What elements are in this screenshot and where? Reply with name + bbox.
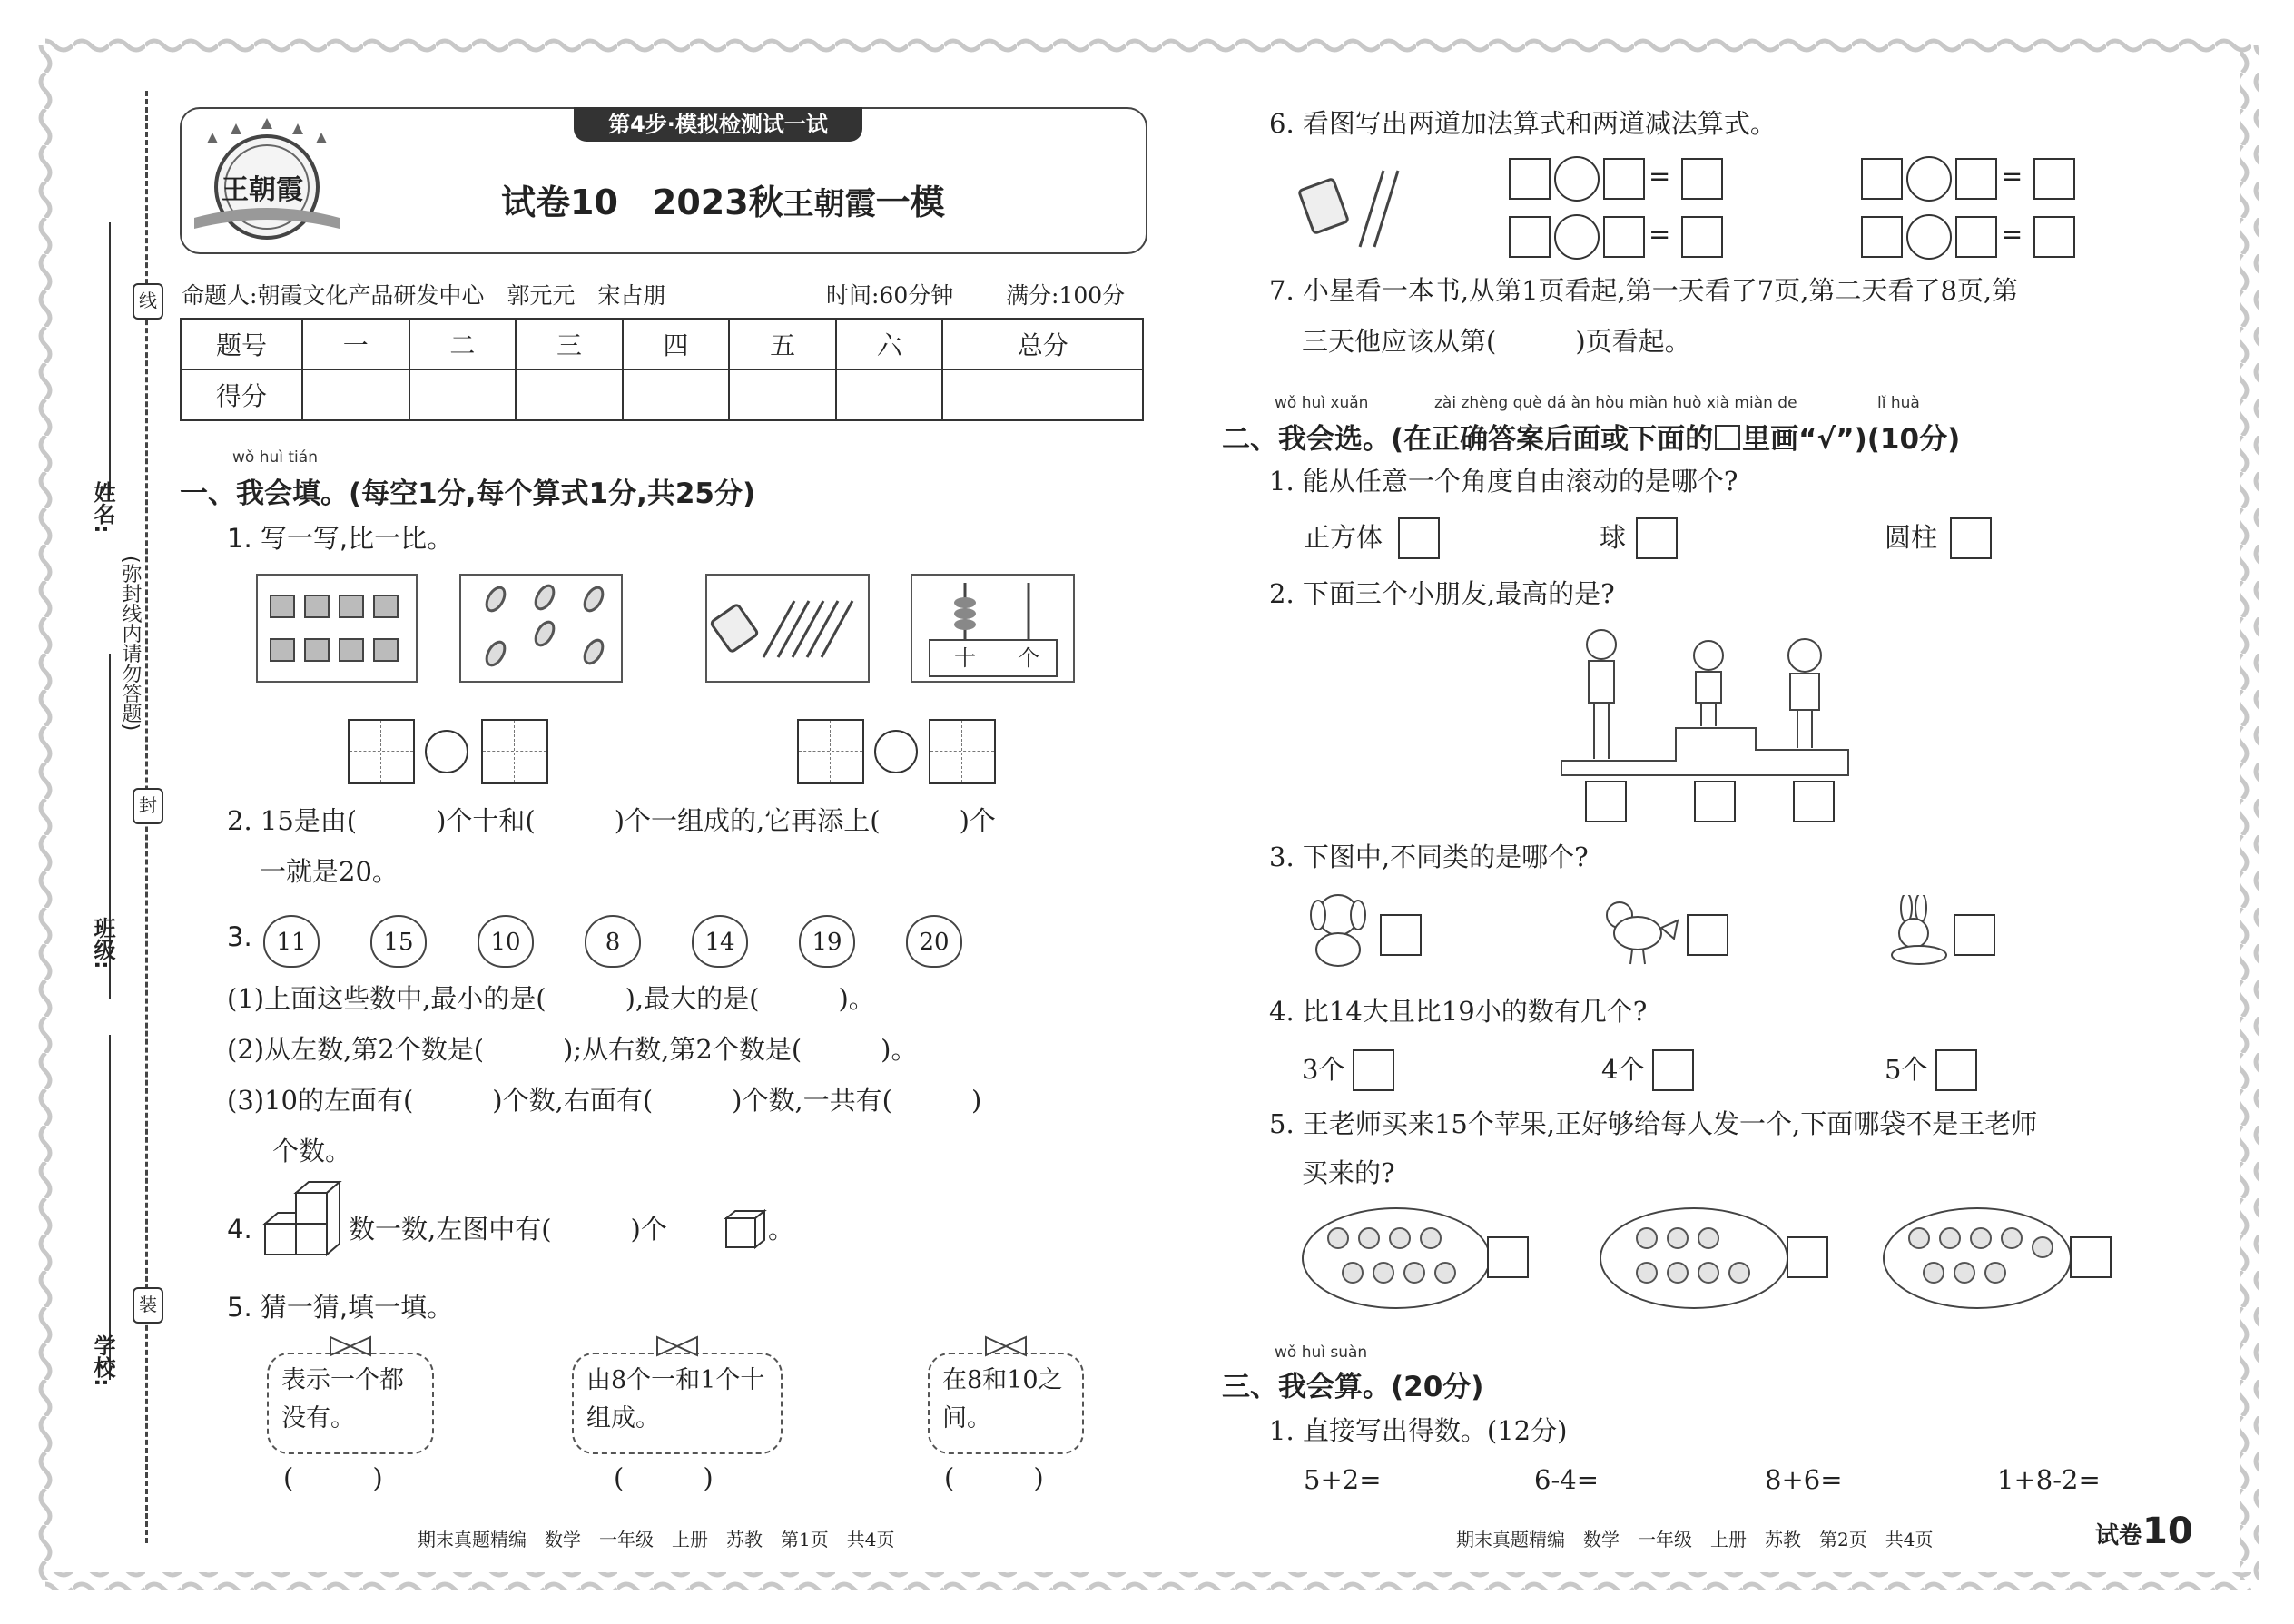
equation-box[interactable] (1681, 216, 1723, 258)
step-banner: 第4步·模拟检测试一试 (574, 107, 862, 142)
footer-left: 期末真题精编 数学 一年级 上册 苏教 第1页 共4页 (418, 1529, 895, 1550)
s2-q1-check-box[interactable] (1950, 517, 1992, 559)
score-row-label: 得分 (181, 369, 302, 420)
s2-q4-opt-3: 3个 (1302, 1054, 1345, 1085)
apple-number: 10 (478, 915, 534, 968)
score-header-cell: 一 (302, 319, 409, 369)
carrots-picture (459, 574, 623, 683)
score-header-cell: 题号 (181, 319, 302, 369)
s2-q5-check-box[interactable] (1787, 1236, 1828, 1278)
single-cube-icon (723, 1207, 768, 1253)
bow-icon (323, 1334, 378, 1358)
section2-title-a: 二、我会选。(在正确答案后面或下面的 (1222, 423, 1714, 456)
score-header-cell: 六 (836, 319, 943, 369)
rabbit-icon (1879, 895, 1955, 968)
equation-box[interactable] (1509, 158, 1551, 200)
calc-3[interactable]: 8+6= (1765, 1464, 1843, 1495)
q7-line1: 7. 小星看一本书,从第1页看起,第一天看了7页,第二天看了8页,第 (1269, 275, 2019, 306)
s2-q1-check-box[interactable] (1636, 517, 1678, 559)
apple-number: 14 (692, 915, 748, 968)
equation-box[interactable] (2033, 216, 2075, 258)
s2-q4-check-box[interactable] (1935, 1049, 1977, 1091)
apple-number: 11 (263, 915, 320, 968)
exam-full-score: 满分:100分 (1006, 282, 1126, 309)
school-label: 学校: (90, 1334, 115, 1387)
compare-circle-1[interactable] (425, 730, 468, 773)
s2-q2-check-box[interactable] (1585, 781, 1627, 822)
score-header-cell: 四 (623, 319, 730, 369)
binding-mark-tie: 装 (133, 1287, 163, 1324)
bow-icon (650, 1334, 704, 1358)
section2-title-b: 里画“√”)(10分) (1742, 423, 1961, 456)
s2-q4-opt-5: 5个 (1885, 1054, 1928, 1085)
section1-title: 一、我会填。(每空1分,每个算式1分,共25分) (180, 477, 756, 510)
s1-q4-end: 。 (768, 1214, 795, 1245)
score-header-cell: 二 (409, 319, 517, 369)
school-field-line (109, 1035, 111, 1380)
apple-number: 19 (799, 915, 855, 968)
s1-q2-line2: 一就是20。 (260, 856, 399, 887)
equation-box[interactable] (1603, 216, 1645, 258)
s2-q4: 4. 比14大且比19小的数有几个? (1269, 996, 1648, 1027)
s2-q4-check-box[interactable] (1652, 1049, 1694, 1091)
operator-circle[interactable] (1554, 214, 1600, 260)
section3-title: 三、我会算。(20分) (1222, 1371, 1484, 1403)
tens-compare-box-3[interactable] (797, 719, 864, 784)
score-table-score-row (181, 369, 1143, 420)
s2-q2-check-box[interactable] (1694, 781, 1736, 822)
bow-icon (979, 1334, 1033, 1358)
s2-q1: 1. 能从任意一个角度自由滚动的是哪个? (1269, 466, 1738, 497)
children-height-icon (1560, 626, 1850, 781)
equals-sign: = (1649, 161, 1671, 192)
apple-number: 8 (585, 915, 641, 968)
s1-q4-label: 4. (227, 1214, 252, 1245)
s2-q1-opt-ball: 球 (1600, 522, 1627, 553)
score-header-cell: 五 (729, 319, 836, 369)
flower-pots-picture (256, 574, 418, 683)
s2-q1-opt-cylinder: 圆柱 (1885, 522, 1938, 553)
name-field-line (109, 222, 111, 495)
s2-q3-check-box[interactable] (1954, 914, 1995, 956)
score-cell[interactable] (942, 369, 1143, 420)
s2-q5-check-box[interactable] (2070, 1236, 2112, 1278)
score-cell[interactable] (409, 369, 517, 420)
score-cell[interactable] (516, 369, 623, 420)
q7-line2: 三天他应该从第( )页看起。 (1302, 326, 1691, 357)
abacus-ones-label: 个 (1018, 645, 1039, 671)
equation-box[interactable] (1681, 158, 1723, 200)
s2-q3-check-box[interactable] (1687, 914, 1728, 956)
apples-icon (1906, 1222, 2061, 1294)
section2-pinyin-3: lǐ huà (1877, 394, 1920, 412)
page-badge-number: 10 (2142, 1511, 2193, 1552)
section1-pinyin: wǒ huì tián (232, 448, 318, 467)
score-cell[interactable] (623, 369, 730, 420)
puppy-icon (1302, 890, 1378, 971)
s2-q2: 2. 下面三个小朋友,最高的是? (1269, 578, 1615, 609)
riddle-card-3: 在8和10之间。 (928, 1353, 1084, 1454)
s2-q1-opt-cube: 正方体 (1304, 522, 1383, 553)
equation-box[interactable] (1861, 158, 1903, 200)
s1-q4-text: 数一数,左图中有( )个 (349, 1214, 667, 1245)
binding-mark-line: 线 (133, 283, 163, 320)
tens-compare-box-4[interactable] (929, 719, 996, 784)
no-answer-note: (弥封线内请勿答题) (119, 556, 142, 732)
riddle-answer-3[interactable]: ( ) (944, 1462, 1044, 1493)
equals-sign: = (2001, 161, 2023, 192)
score-header-cell: 总分 (942, 319, 1143, 369)
equation-box[interactable] (1955, 158, 1997, 200)
equals-sign: = (2001, 219, 2023, 250)
class-label: 班级: (90, 917, 115, 969)
apples-icon (1325, 1222, 1471, 1294)
equation-box[interactable] (1861, 216, 1903, 258)
section3-pinyin: wǒ huì suàn (1275, 1343, 1368, 1362)
abacus-tens-label: 十 (954, 645, 976, 671)
section2-title (1222, 416, 1960, 457)
logo (194, 116, 340, 243)
exam-authors: 命题人:朝霞文化产品研发中心 郭元元 宋占朋 (182, 282, 666, 309)
score-header-cell: 三 (516, 319, 623, 369)
s2-q5-line1: 5. 王老师买来15个苹果,正好够给每人发一个,下面哪袋不是王老师 (1269, 1108, 2038, 1139)
tens-compare-box-1[interactable] (348, 719, 415, 784)
s2-q5-line2: 买来的? (1302, 1157, 1395, 1188)
header-panel (180, 107, 1147, 254)
s1-q2-line1: 2. 15是由( )个十和( )个一组成的,它再添上( )个 (227, 805, 996, 836)
exam-title-main: 试卷10 2023秋 (501, 182, 783, 222)
calc-1[interactable]: 5+2= (1304, 1464, 1382, 1495)
score-table (180, 318, 1144, 421)
logo-text: 王朝霞 (222, 174, 303, 206)
s2-q3: 3. 下图中,不同类的是哪个? (1269, 842, 1589, 872)
s2-q2-check-box[interactable] (1793, 781, 1835, 822)
exam-title (501, 174, 945, 224)
s2-q1-check-box[interactable] (1398, 517, 1440, 559)
s1-q3-1: (1)上面这些数中,最小的是( ),最大的是( )。 (227, 983, 875, 1014)
page-badge (2095, 1511, 2193, 1552)
s2-q4-check-box[interactable] (1353, 1049, 1394, 1091)
section2-pinyin-2: zài zhèng què dá àn hòu miàn huò xià miàn de (1434, 394, 1797, 412)
s3-q1: 1. 直接写出得数。(12分) (1269, 1415, 1568, 1446)
s1-q5: 5. 猜一猜,填一填。 (227, 1292, 454, 1323)
cube-stack-icon (260, 1178, 350, 1269)
calc-2[interactable]: 6-4= (1534, 1464, 1599, 1495)
footer-right: 期末真题精编 数学 一年级 上册 苏教 第2页 共4页 (1456, 1529, 1934, 1550)
s1-q1: 1. 写一写,比一比。 (227, 523, 454, 554)
compare-circle-2[interactable] (874, 730, 918, 773)
binding-mark-seal: 封 (133, 788, 163, 824)
apple-number: 20 (906, 915, 962, 968)
score-cell[interactable] (302, 369, 409, 420)
equation-box[interactable] (2033, 158, 2075, 200)
bird-icon (1598, 895, 1679, 968)
riddle-card-1: 表示一个都没有。 (267, 1353, 434, 1454)
s1-q3-3-line1: (3)10的左面有( )个数,右面有( )个数,一共有( ) (227, 1085, 982, 1116)
abacus-base (929, 639, 1058, 677)
q6: 6. 看图写出两道加法算式和两道减法算式。 (1269, 108, 1777, 139)
operator-circle[interactable] (1554, 156, 1600, 202)
score-cell[interactable] (729, 369, 836, 420)
exam-time: 时间:60分钟 (826, 282, 954, 309)
name-label: 姓名: (90, 481, 115, 534)
page-badge-label: 试卷 (2095, 1522, 2143, 1550)
riddle-answer-2[interactable]: ( ) (614, 1462, 714, 1493)
flower-pot-icon (258, 576, 416, 681)
exam-title-suffix: 一模 (875, 182, 945, 222)
s2-q3-check-box[interactable] (1380, 914, 1422, 956)
score-table-header-row (181, 319, 1143, 369)
section2-title-box-icon (1715, 425, 1740, 450)
operator-circle[interactable] (1906, 214, 1952, 260)
equation-box[interactable] (1509, 216, 1551, 258)
stick-bundle-icon (707, 576, 868, 681)
riddle-answer-1[interactable]: ( ) (283, 1462, 383, 1493)
apple-number: 15 (370, 915, 427, 968)
exam-title-brand: 王朝霞 (783, 186, 876, 222)
abacus-picture (911, 574, 1075, 683)
equals-sign: = (1649, 219, 1671, 250)
s1-q3-2: (2)从左数,第2个数是( );从右数,第2个数是( )。 (227, 1034, 918, 1065)
calc-4[interactable]: 1+8-2= (1997, 1464, 2101, 1495)
stick-bundle-icon (1296, 156, 1414, 256)
carrot-icon (461, 576, 621, 681)
section2-pinyin-1: wǒ huì xuǎn (1275, 394, 1369, 412)
tens-compare-box-2[interactable] (481, 719, 548, 784)
operator-circle[interactable] (1906, 156, 1952, 202)
s1-q3-label: 3. (227, 921, 252, 952)
s2-q5-check-box[interactable] (1487, 1236, 1529, 1278)
s1-q3-3-line2: 个数。 (272, 1136, 352, 1166)
riddle-card-2: 由8个一和1个十组成。 (572, 1353, 783, 1454)
equation-box[interactable] (1955, 216, 1997, 258)
sticks-picture (705, 574, 870, 683)
equation-box[interactable] (1603, 158, 1645, 200)
s2-q4-opt-4: 4个 (1601, 1054, 1645, 1085)
apples-icon (1634, 1222, 1761, 1294)
score-cell[interactable] (836, 369, 943, 420)
